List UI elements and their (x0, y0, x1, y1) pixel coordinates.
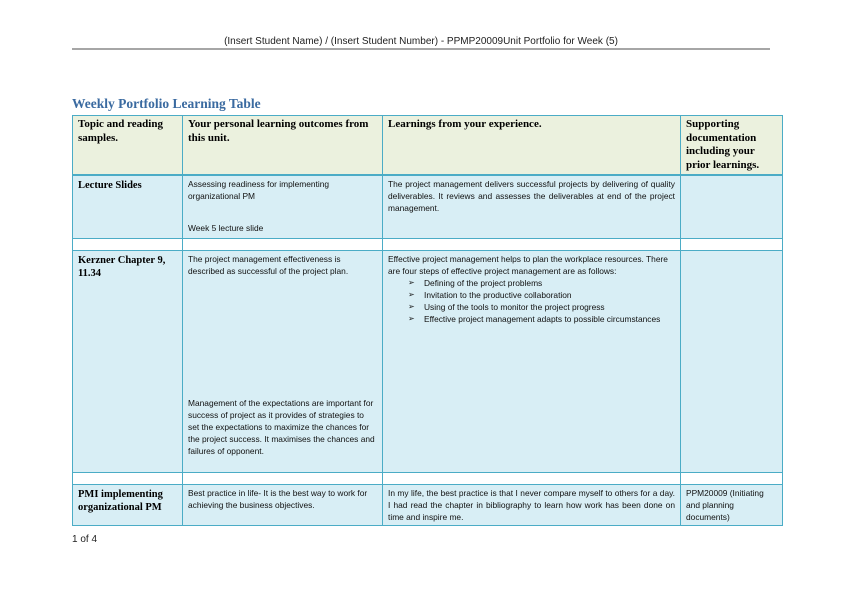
learning-intro: Effective project management helps to plan the workplace resources. There are four steps of effective project management are as follows: (388, 253, 668, 276)
header-supporting-docs: Supporting documentation including your prior learnings. (681, 116, 783, 176)
spacer-row (73, 238, 783, 250)
header-learnings: Learnings from your experience. (383, 116, 681, 176)
row-learning: The project management delivers successful projects by delivering of quality deliverables. It reviews and assesses the deliverables at end of the project management. (383, 175, 681, 238)
row-support (681, 175, 783, 238)
row-learning: In my life, the best practice is that I never compare myself to others for a day. I had read the chapter in bibliography to learn how work has been done on time and inspire me. (383, 484, 681, 525)
outcome-text: Management of the expectations are important for success of project as it provides of strategies to set the expectations to maximize the chances for the project success. It maximises the chances and failures of opponent. (188, 397, 375, 456)
row-outcomes (183, 250, 383, 472)
page-number: 1 of 4 (72, 534, 98, 545)
header-outcomes: Your personal learning outcomes from this unit. (183, 116, 383, 176)
page-header: (Insert Student Name) / (Insert Student Number) - PPMP20009Unit Portfolio for Week (5) (224, 36, 618, 47)
portfolio-learning-table (72, 115, 783, 526)
row-outcomes (183, 175, 383, 238)
row-support: PPM20009 (Initiating and planning documents) (681, 484, 783, 525)
row-topic: PMI implementing organizational PM (73, 484, 183, 525)
table-row (73, 175, 783, 238)
list-item: ➢ Invitation to the productive collaboration (408, 289, 675, 301)
table-row (73, 250, 783, 472)
table-row (73, 484, 783, 525)
outcome-text: Week 5 lecture slide (188, 223, 264, 233)
spacer-row (73, 472, 783, 484)
header-topic: Topic and reading samples. (73, 116, 183, 176)
list-item: ➢ Defining of the project problems (408, 277, 675, 289)
row-support (681, 250, 783, 472)
list-item: ➢ Effective project management adapts to possible circumstances (408, 313, 675, 325)
list-item: ➢ Using of the tools to monitor the project progress (408, 301, 675, 313)
table-header-row (73, 116, 783, 176)
row-outcomes: Best practice in life- It is the best way to work for achieving the business objectives. (183, 484, 383, 525)
row-topic: Lecture Slides (73, 175, 183, 238)
table-title: Weekly Portfolio Learning Table (72, 96, 261, 111)
outcome-text: Assessing readiness for implementing organizational PM (188, 179, 330, 201)
row-topic: Kerzner Chapter 9, 11.34 (73, 250, 183, 472)
header-divider (72, 48, 770, 50)
learning-bullet-list (408, 277, 675, 325)
row-learning (383, 250, 681, 472)
outcome-text: The project management effectiveness is described as successful of the project plan. (188, 253, 349, 276)
